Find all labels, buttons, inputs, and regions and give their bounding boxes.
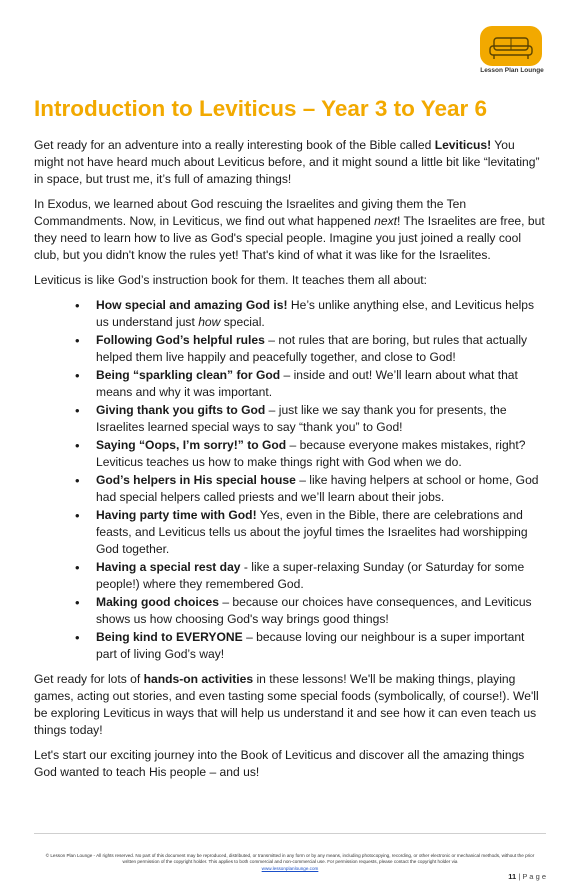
text-run: – because loving our neighbour is a super important part of living God’s way!: [96, 630, 525, 661]
copyright-notice: [40, 853, 540, 872]
copyright-text: © Lesson Plan Lounge - All rights reserved. No part of this document may be reproduced, distributed, or transmitted in any form or by any means, including photocopying, recording, or other electronic or mechanical methods, without the prior written permission of the copyright holder. This applies to both commercial and non-commercial use. For permission requests, please contact the copyright holder via: [45, 853, 535, 865]
closing-paragraph-2: Let's start our exciting journey into the Book of Leviticus and discover all the amazing things God wanted to teach His people – and us!: [34, 748, 525, 779]
text-run: – because everyone makes mistakes, right? Leviticus teaches us how to make things right with God when we do.: [96, 438, 526, 469]
intro-paragraph-2: [34, 196, 546, 264]
page-separator: |: [516, 872, 523, 881]
text-run: Yes, even in the Bible, there are celebrations and feasts, and Leviticus tells us about the joyful times the Israelites had worshipping God together.: [96, 508, 528, 556]
page-number-value: 11: [508, 872, 517, 881]
italic-run: next: [374, 214, 398, 228]
intro-paragraph-3: Leviticus is like God’s instruction book for them. It teaches them all about:: [34, 273, 428, 287]
bold-run: Making good choices: [96, 595, 219, 609]
text-run: – not rules that are boring, but rules that actually helped them live happily and peacefully together, and close to God!: [96, 333, 528, 364]
list-item: [96, 402, 546, 436]
text-run: ! The Israelites are free, but they need to learn how to live as God's special people. Imagine you just joined a really cool club, but you didn't know the rules yet! That's kind of what it was like for the Israelites.: [34, 214, 545, 262]
list-item: [96, 437, 546, 471]
list-item: [96, 629, 546, 663]
bold-run: God’s helpers in His special house: [96, 473, 296, 487]
bold-run: hands-on activities: [143, 672, 254, 686]
text-run: You might not have heard much about Leviticus before, and it might sound a little bit like “levitating” in space, but trust me, it’s full of amazing things!: [34, 138, 540, 186]
list-item: [96, 594, 546, 628]
text-run: - like a super-relaxing Sunday (or Saturday for some people!) where they remembered God.: [96, 560, 525, 591]
list-item: [96, 507, 546, 558]
text-run: In Exodus, we learned about God rescuing the Israelites and giving them the Ten Commandments. Now, in Leviticus, we find out what happened: [34, 197, 467, 228]
bold-run: Following God’s helpful rules: [96, 333, 265, 347]
bold-run: Leviticus!: [434, 138, 492, 152]
logo: [476, 24, 546, 68]
bold-run: Saying “Oops, I’m sorry!” to God: [96, 438, 287, 452]
bold-run: Having party time with God!: [96, 508, 257, 522]
text-run: – because our choices have consequences, and Leviticus shows us how choosing God's way brings good things!: [96, 595, 532, 626]
list-item: [96, 559, 546, 593]
website-link[interactable]: www.lessonplanlounge.com: [261, 865, 319, 871]
list-item: [96, 297, 546, 331]
bold-run: Giving thank you gifts to God: [96, 403, 266, 417]
text-run: Get ready for an adventure into a really interesting book of the Bible called: [34, 138, 435, 152]
page-title: Introduction to Leviticus – Year 3 to Year 6: [34, 96, 488, 121]
text-run: – just like we say thank you for presents, the Israelites learned special ways to say “thank you” to God!: [96, 403, 507, 434]
list-item: [96, 472, 546, 506]
logo-text: Lesson Plan Lounge: [480, 67, 544, 74]
bold-run: Being kind to EVERYONE: [96, 630, 243, 644]
bold-run: Having a special rest day: [96, 560, 241, 574]
footer-divider: [34, 833, 546, 834]
text-run: He’s unlike anything else, and Leviticus helps us understand just: [96, 298, 535, 329]
sofa-icon: [476, 24, 546, 68]
text-run: – like having helpers at school or home, God had special helpers called priests and we’ll learn about their jobs.: [96, 473, 539, 504]
list-item: [96, 367, 546, 401]
text-run: – inside and out! We’ll learn about what that means and why it was important.: [96, 368, 518, 399]
topic-list: [34, 297, 546, 663]
list-item: [96, 332, 546, 366]
text-run: special.: [220, 315, 265, 329]
bold-run: How special and amazing God is!: [96, 298, 288, 312]
text-run: in these lessons! We'll be making things, playing games, acting out stories, and even tasting some special foods (symbolically, of course!). We'll be exploring Leviticus in ways that will help us understand it and see how it can even teach us things today!: [34, 672, 539, 737]
page-number: [508, 872, 546, 881]
closing-paragraph-1: [34, 671, 546, 739]
intro-paragraph-1: [34, 137, 546, 188]
text-run: Get ready for lots of: [34, 672, 144, 686]
italic-run: how: [198, 315, 221, 329]
bold-run: Being “sparkling clean” for God: [96, 368, 281, 382]
document-body: [34, 137, 546, 789]
page-label: P a g e: [522, 872, 546, 881]
